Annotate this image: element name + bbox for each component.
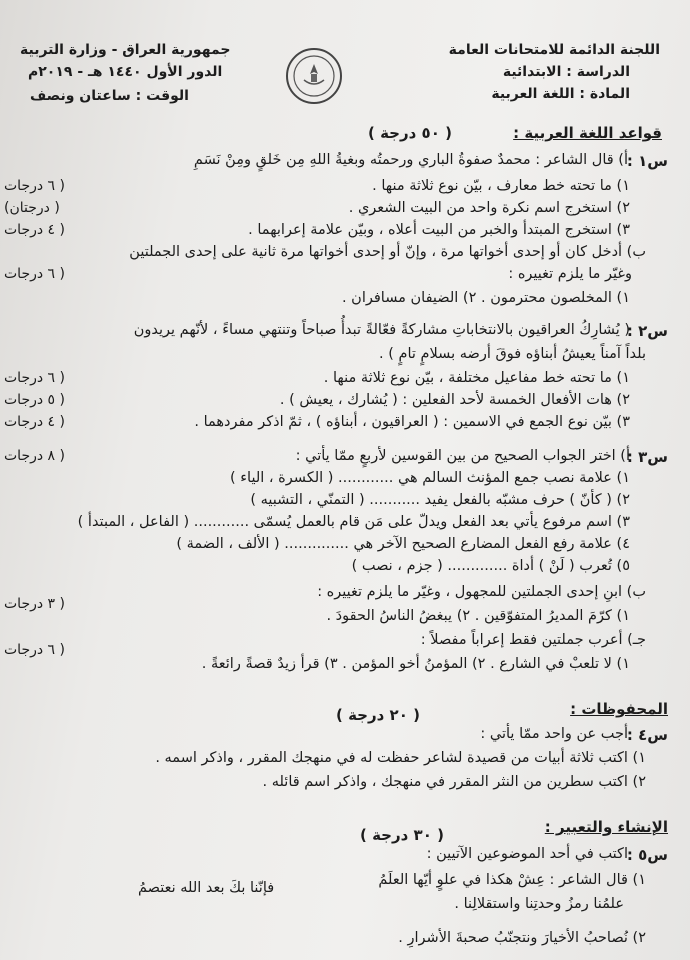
q5-intro: اكتب في أحد الموضوعين الآتيين : (426, 846, 628, 862)
q4-item-2: ٢) اكتب سطرين من النثر المقرر في منهجك ، واذكر اسم قائله . (262, 774, 646, 790)
q2-item-2-marks: ( ٥ درجات (4, 392, 65, 408)
q3-c-marks: ( ٦ درجات (4, 642, 65, 658)
q4-item-1: ١) اكتب ثلاثة أبيات من قصيدة لشاعر حفظت له في منهجك المقرر ، واذكر اسمه . (155, 750, 646, 766)
q1-b-items: ١) المخلصون محترمون . ٢) الضيفان مسافران . (341, 290, 630, 306)
section-grammar-points: ( ٥٠ درجة ) (368, 124, 452, 142)
q2-text-1: ( يُشارِكُ العراقيون بالانتخاباتِ مشاركةً فعّالةً تبدأُ صباحاً وتنتهي مساءً ، لأنّهم يريدون (133, 322, 630, 338)
section-memorization-title: المحفوظات : (570, 700, 668, 718)
header-level: الدراسة : الابتدائية (502, 64, 630, 80)
q5-item-1-verse-b: فإنّنا بكَ بعد الله نعتصمُ (138, 880, 275, 896)
q1-item-1-marks: ( ٦ درجات (4, 178, 65, 194)
q5-item-1-verse-a: ١) قال الشاعر : عِشْ هكذا في علوٍ أيّها العلَمُ (378, 872, 646, 888)
q2-item-3: ٣) بيّن نوع الجمع في الاسمين : ( العراقيون ، أبناؤه ) ، ثمّ اذكر مفردهما . (194, 414, 630, 430)
q1-item-2: ٢) استخرج اسم نكرة واحد من البيت الشعري . (348, 200, 630, 216)
header-session: الدور الأول ١٤٤٠ هـ - ٢٠١٩م (28, 64, 223, 80)
header-time: الوقت : ساعتان ونصف (30, 88, 189, 104)
q2-item-3-marks: ( ٤ درجات (4, 414, 65, 430)
q5-item-2: ٢) نُصاحبُ الأخيارَ ونتجنّبُ صحبةَ الأشرارِ . (398, 930, 646, 946)
section-composition-title: الإنشاء والتعبير : (544, 818, 668, 836)
header-committee: اللجنة الدائمة للامتحانات العامة (448, 42, 660, 58)
q5-label: س٥ : (626, 846, 668, 864)
section-composition-points: ( ٣٠ درجة ) (360, 826, 444, 844)
q1-item-3-marks: ( ٤ درجات (4, 222, 65, 238)
q3-b-items: ١) كرّمَ المديرُ المتفوّقين . ٢) يبغضُ الناسُ الحقودَ . (326, 608, 630, 624)
q1-item-3: ٣) استخرج المبتدأ والخبر من البيت أعلاه ، وبيّن علامة إعرابهما . (248, 222, 630, 238)
q5-item-1-line: علمُنا رمزُ وحدتِنا واستقلالِنا . (454, 896, 624, 912)
q3-b-marks: ( ٣ درجات (4, 596, 65, 612)
q3-a-item-1: ١) علامة نصب جمع المؤنث السالم هي ............ ( الكسرة ، الياء ) (229, 470, 630, 486)
section-grammar-title: قواعد اللغة العربية : (513, 124, 662, 142)
q3-a-intro: أ) اختر الجواب الصحيح من بين القوسين لأربعٍ ممّا يأتي : (295, 448, 630, 464)
q4-label: س٤ : (626, 726, 668, 744)
header-country: جمهورية العراق - وزارة التربية (20, 42, 231, 58)
q2-item-1: ١) ما تحته خط مفاعيل مختلفة ، بيّن نوع ثلاثة منها . (323, 370, 630, 386)
q1-b-intro-2: وغيّر ما يلزم تغييره : (508, 266, 632, 282)
q2-item-1-marks: ( ٦ درجات (4, 370, 65, 386)
q1-item-1: ١) ما تحته خط معارف ، بيّن نوع ثلاثة منها . (372, 178, 630, 194)
q1-b-marks: ( ٦ درجات (4, 266, 65, 282)
q3-a-item-4: ٤) علامة رفع الفعل المضارع الصحيح الآخر هي .............. ( الألف ، الضمة ) (176, 536, 630, 552)
q4-intro: أجب عن واحد ممّا يأتي : (480, 726, 628, 742)
q1-label: س١ : (626, 152, 668, 170)
q2-text-2: بلداً آمناً يعيشُ أبناؤه فوقَ أرضه بسلامٍ تامٍ ) . (379, 346, 646, 362)
q3-c-items: ١) لا تلعبْ في الشارع . ٢) المؤمنُ أخو المؤمن . ٣) قرأ زيدٌ قصةً رائعةً . (201, 656, 630, 672)
q3-c-intro: جـ) أعرب جملتين فقط إعراباً مفصلاً : (420, 632, 646, 648)
q2-label: س٢ : (626, 322, 668, 340)
q3-b-intro: ب) ابنِ إحدى الجملتين للمجهول ، وغيّر ما يلزم تغييره : (317, 584, 646, 600)
ministry-seal-icon (286, 48, 342, 104)
q3-a-item-5: ٥) تُعرب ( لَنْ ) أداة ............. ( جزم ، نصب ) (351, 558, 630, 574)
q3-a-item-2: ٢) ( كأنّ ) حرف مشبّه بالفعل يفيد ........... ( التمنّي ، التشبيه ) (250, 492, 630, 508)
q3-label: س٣ : (626, 448, 668, 466)
q3-a-item-3: ٣) اسم مرفوع يأتي بعد الفعل ويدلّ على مَن قام بالعمل يُسمّى ............ ( الفاعل ، المبتدأ ) (77, 514, 630, 530)
q1-poem: أ) قال الشاعر : محمدٌ صفوةُ الباري ورحمتُه وبغيةُ اللهِ مِن خَلقٍ ومِنْ نَسَمِ (193, 152, 628, 168)
section-memorization-points: ( ٢٠ درجة ) (336, 706, 420, 724)
q3-a-marks: ( ٨ درجات (4, 448, 65, 464)
q1-b-intro: ب) أدخل كان أو إحدى أخواتها مرة ، وإنّ أو إحدى أخواتها مرة ثانية على إحدى الجملتين (129, 244, 646, 260)
header-subject: المادة : اللغة العربية (491, 86, 630, 102)
q2-item-2: ٢) هات الأفعال الخمسة لأحد الفعلين : ( يُشارك ، يعيش ) . (279, 392, 630, 408)
q1-item-2-marks: ( درجتان) (4, 200, 60, 216)
